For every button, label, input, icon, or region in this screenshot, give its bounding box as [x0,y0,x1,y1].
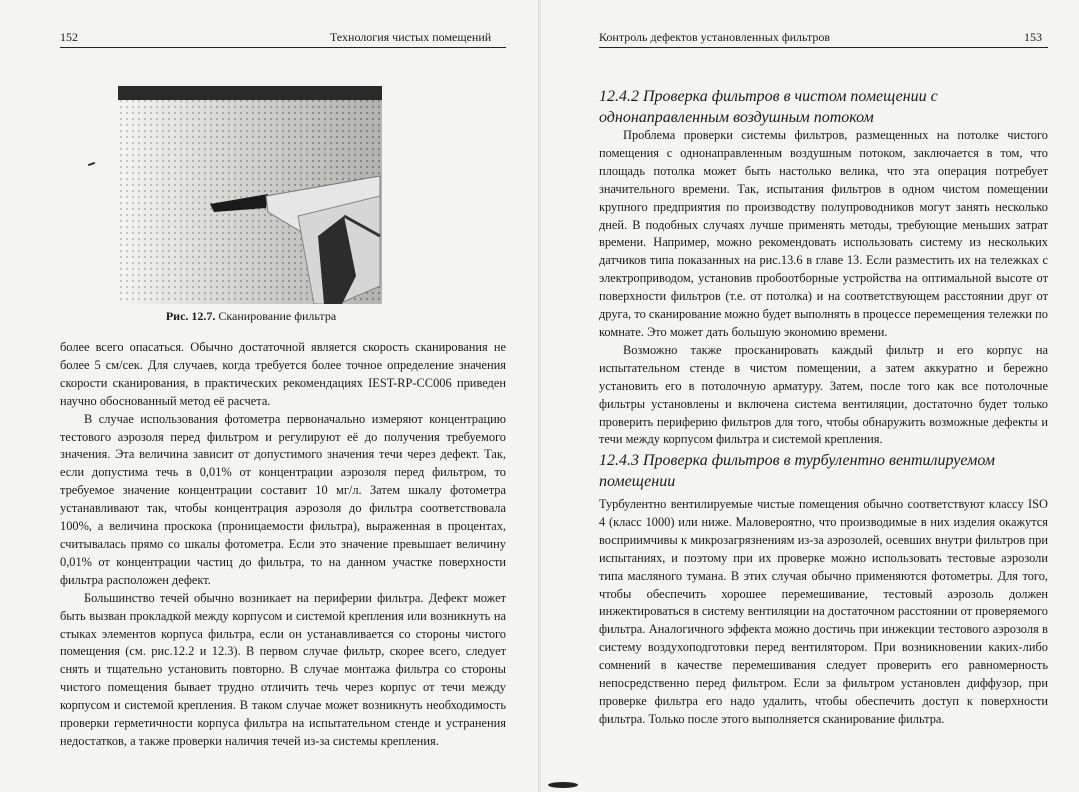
scan-blot [548,782,578,788]
paragraph: Проблема проверки системы фильтров, размещенных на потолке чистого помещения с однонаправленным воздушным потоком, заключается в том, что площадь потолка может быть настолько велика, что эта операция потребует значительного времени. Так, испытания фильтров в одном чистом помещении крупного предприятия по производству полупроводников могут занять несколько дней. В подобных случаях лучше применять методы, требующие меньших затрат времени. Например, можно рекомендовать использовать систему из нескольких датчиков типа показанных на рис.13.6 в главе 13. Если разместить их на тележках с электроприводом, установив пробоотборные устройства на оптимальной высоте от поверхности фильтров (т.е. от потолка) и на соответствующем расстоянии друг от друга, то сканирование можно будет выполнять в процессе перемещения тележки по комнате. Это может дать большую экономию времени. [599,128,1048,339]
section-heading: 12.4.2 Проверка фильтров в чистом помещении с однонаправленным воздушным потоком [599,88,938,126]
page-number-left: 152 [60,30,78,44]
header-rule-right [599,47,1048,48]
figure-caption-label: Рис. 12.7. [165,309,216,323]
paragraph: В случае использования фотометра первоначально измеряют концентрацию тестового аэрозоля перед фильтром и регулируют её до получения требуемого значения. Эта величина зависит от допустимого значения течи через дефект. Так, если допустима течь в 0,01% от концентрации аэрозоля перед фильтром, то требуемое значение концентрации составит 10 мг/л. Затем шкалу фотометра устанавливают так, чтобы концентрация аэрозоля до фильтра соответствовала 100%, а величина проскока (проницаемости фильтра), выраженная в процентах, считывалась прямо со шкалы фотометра. Если это значение превышает величину 0,01% от концентрации частиц до фильтра, то на данном участке поверхности фильтра расположен дефект. [60,411,506,587]
running-title-right: Контроль дефектов установленных фильтров [599,30,831,44]
left-body-text [60,339,506,751]
figure-caption-text: Сканирование фильтра [218,309,337,323]
paragraph: Турбулентно вентилируемые чистые помещения обычно соответствуют классу ISO 4 (класс 1000) или ниже. Маловероятно, что производимые в них изделия окажутся восприимчивы к микрозагрязнениям из-за аэрозолей, осевших внутри фильтров при испытаниях, и поэтому при их проверке можно использовать тестовые аэрозоли типа масляного тумана. В этих случая обычно применяются фотометры. Для того, чтобы обеспечить хорошее перемешивание, тестовый аэрозоль должен инжектироваться в систему вентиляции на достаточном расстоянии от проверяемого фильтра. Аналогичного эффекта можно достичь при инжекции тестового аэрозоля в систему воздухоподготовки перед вентилятором. При возникновении каких-либо сомнений в качестве перемешивания следует проверить его равномерность непосредственно перед фильтром. Если за фильтром установлен диффузор, при проверке фильтра его надо удалить, чтобы обеспечить доступ к поверхности фильтра. Только после этого выполняется сканирование фильтра. [599,497,1048,726]
scan-mark [88,162,95,166]
paragraph: более всего опасаться. Обычно достаточной является скорость сканирования не более 5 см/сек. Для случаев, когда требуется более точное определение значения скорости сканирования, в практических рекомендациях IEST-RP-CC006 приведен научно обоснованный метод её расчета. [60,340,506,408]
right-body-text-section1 [599,127,1048,449]
figure-caption [118,309,384,323]
header-rule-left [60,47,506,48]
section-heading: 12.4.3 Проверка фильтров в турбулентно вентилируемом помещении [599,452,995,490]
paragraph: Возможно также просканировать каждый фильтр и его корпус на испытательном стенде в чистом помещении, а затем аккуратно и бережно установить его в потолочную арматуру. Затем, после того как все потолочные фильтры установлены и включена система вентиляции, достаточно будет только проверить периферию фильтров для того, чтобы обнаружить возможные дефекты и течи между корпусом фильтра и системой крепления. [599,342,1048,447]
running-title-left: Технология чистых помещений [330,30,492,44]
page-number-right: 153 [1024,30,1042,44]
right-body-text-section2 [599,496,1048,729]
filter-scanning-photo [118,86,382,304]
right-page [540,0,1079,792]
paragraph: Большинство течей обычно возникает на периферии фильтра. Дефект может быть вызван прокладкой между корпусом и системой крепления или возникнуть на стыках элементов корпуса фильтра, если он устанавливается со стороны чистого помещения (см. рис.12.2 и 12.3). В первом случае фильтр, скорее всего, следует снять и тщательно установить повторно. В случае монтажа фильтра со стороны чистого помещения бывает трудно отличить течь через корпус от течи между корпусом и системой крепления. В таком случае может возникнуть необходимость проверки герметичности корпуса фильтра на испытательном стенде и устранения недостатков, а также проверки наличия течей из-за системы крепления. [60,590,506,748]
